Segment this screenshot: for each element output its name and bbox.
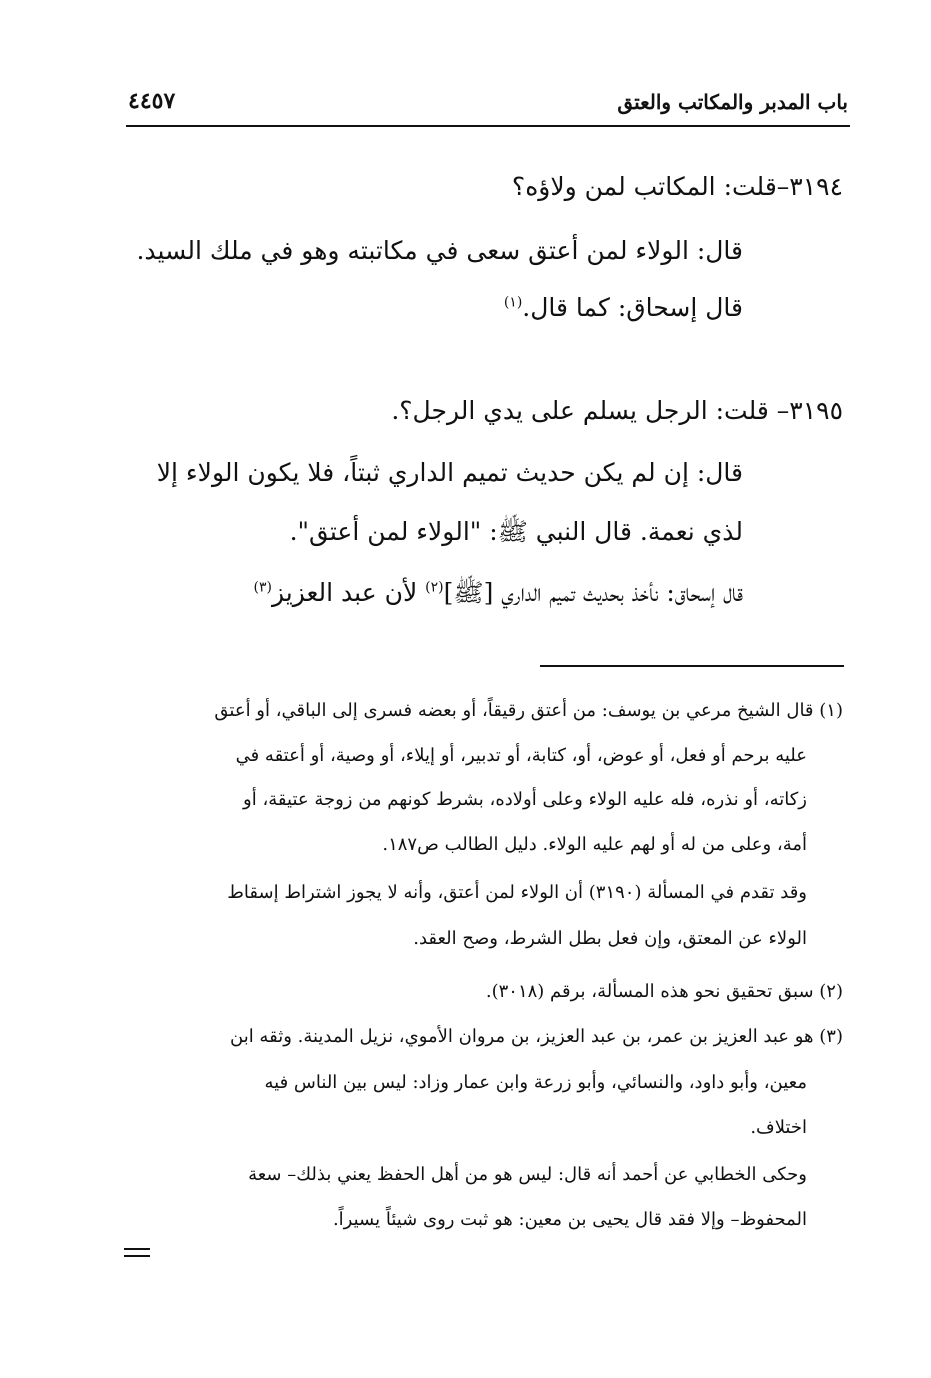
footnote-3-line-5: المحفوظ– وإلا فقد قال يحيى بن معين: هو ثبت روى شيئاً يسيراً. <box>332 1209 807 1230</box>
ishaq-3195-text-1: قال إسحاق: نأخذ بحديث تميم الداري [ﷺ] <box>443 578 743 607</box>
footnote-ref-1: (١) <box>503 294 523 311</box>
page-number: ٤٤٥٧ <box>128 88 176 114</box>
answer-3195-line-1: قال: إن لم يكن حديث تميم الداري ثبتاً، فلا يكون الولاء إلا <box>156 458 743 487</box>
footnote-3-line-2: معين، وأبو داود، والنسائي، وأبو زرعة وابن عمار وزاد: ليس بين الناس فيه <box>264 1072 807 1093</box>
answer-3194: قال: الولاء لمن أعتق سعى في مكاتبته وهو في ملك السيد. <box>136 236 743 265</box>
answer-3195-line-2: لذي نعمة. قال النبي ﷺ: "الولاء لمن أعتق". <box>289 517 743 546</box>
question-3195: ٣١٩٥– قلت: الرجل يسلم على يدي الرجل؟. <box>391 396 843 425</box>
footnote-3-line-4: وحكى الخطابي عن أحمد أنه قال: ليس هو من أهل الحفظ يعني بذلك– سعة <box>248 1164 807 1185</box>
footnote-2: (٢) سبق تحقيق نحو هذه المسألة، برقم (٣٠١٨). <box>485 981 843 1002</box>
footnote-ref-2: (٢) <box>425 579 444 596</box>
ishaq-3195 <box>253 578 743 608</box>
chapter-title: باب المدبر والمكاتب والعتق <box>617 90 848 114</box>
footnote-1-line-1: (١) قال الشيخ مرعي بن يوسف: من أعتق رقيقاً، أو بعضه فسرى إلى الباقي، أو أعتق <box>214 700 843 721</box>
footnote-separator <box>540 665 844 667</box>
footnote-3-line-3: اختلاف. <box>750 1117 807 1138</box>
ishaq-3195-text-2: لأن عبد العزيز <box>271 578 426 607</box>
question-3194: ٣١٩٤–قلت: المكاتب لمن ولاؤه؟ <box>511 172 843 201</box>
ishaq-3194 <box>504 293 743 323</box>
footnote-ref-3: (٣) <box>253 579 272 596</box>
footnote-1-line-6: الولاء عن المعتق، وإن فعل بطل الشرط، وصح العقد. <box>413 928 807 949</box>
ishaq-3194-text: قال إسحاق: كما قال. <box>522 293 743 322</box>
end-mark <box>124 1248 150 1262</box>
footnote-1-line-3: زكاته، أو نذره، فله عليه الولاء وعلى أولاده، بشرط كونهم من زوجة عتيقة، أو <box>243 789 807 810</box>
footnote-1-line-4: أمة، وعلى من له أو لهم عليه الولاء. دليل الطالب ص١٨٧. <box>382 834 807 855</box>
header-rule <box>126 125 850 127</box>
footnote-1-line-5: وقد تقدم في المسألة (٣١٩٠) أن الولاء لمن أعتق، وأنه لا يجوز اشتراط إسقاط <box>227 882 807 903</box>
footnote-3-line-1: (٣) هو عبد العزيز بن عمر، بن عبد العزيز، بن مروان الأموي، نزيل المدينة. وثقه ابن <box>230 1026 843 1047</box>
footnote-1-line-2: عليه برحم أو فعل، أو عوض، أو، كتابة، أو تدبير، أو إيلاء، أو وصية، أو أعتقه في <box>235 745 807 766</box>
running-header <box>128 82 848 126</box>
